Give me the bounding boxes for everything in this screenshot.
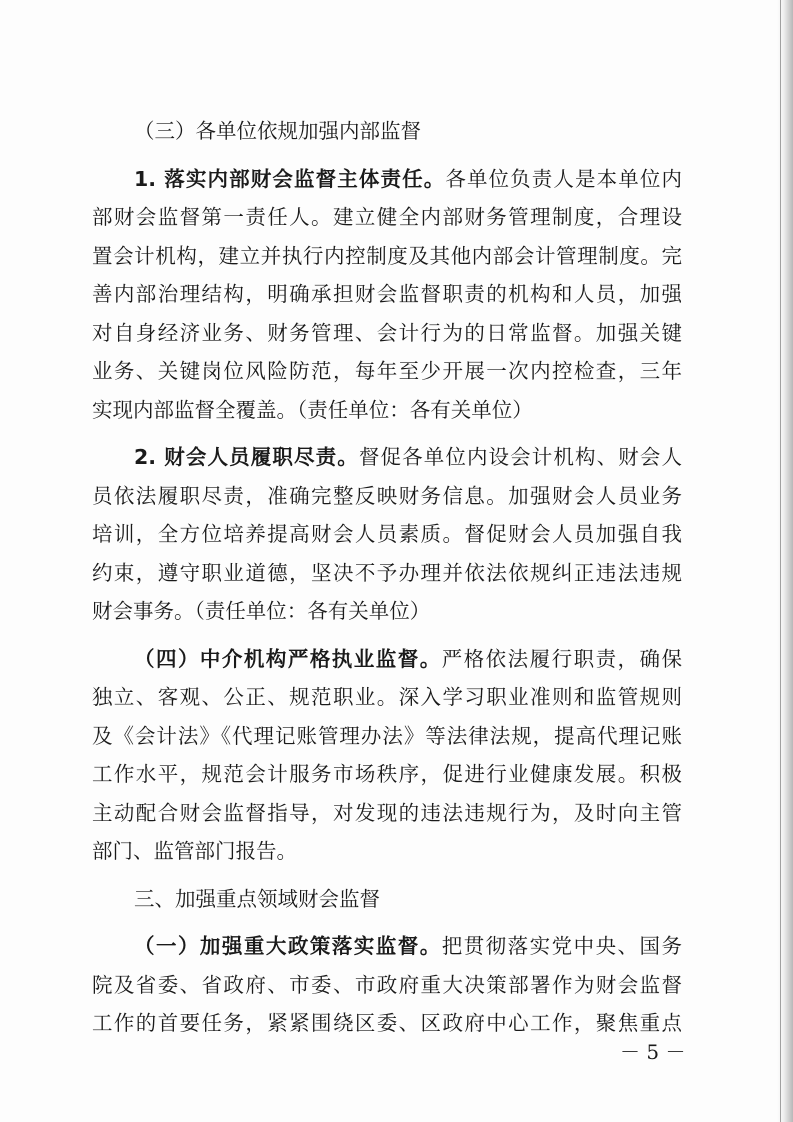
section-4-first-line bbox=[92, 640, 682, 679]
scan-edge-line bbox=[780, 0, 781, 1122]
item-2-line: 员依法履职尽责，准确完整反映财务信息。加强财会人员业务 bbox=[92, 483, 682, 508]
item-1-line: 善内部治理结构，明确承担财会监督职责的机构和人员，加强 bbox=[92, 282, 682, 306]
item-2-line: 约束，遵守职业道德，坚决不予办理并依法依规纠正违法违规 bbox=[92, 560, 682, 585]
part-3-sub-1-line-1: 把贯彻落实党中央、国务 bbox=[441, 934, 683, 958]
item-2-lead: 2. 财会人员履职尽责。 bbox=[134, 445, 359, 469]
item-2-line: 培训，全方位培养提高财会人员素质。督促财会人员加强自我 bbox=[92, 522, 682, 546]
section-4-line: 主动配合财会监督指导，对发现的违法违规行为，及时向主管 bbox=[92, 800, 682, 825]
item-2-first-line bbox=[92, 438, 682, 477]
document-body bbox=[92, 112, 682, 1043]
item-1-line: 对自身经济业务、财务管理、会计行为的日常监督。加强关键 bbox=[92, 320, 682, 345]
section-4-line: 工作水平，规范会计服务市场秩序，促进行业健康发展。积极 bbox=[92, 762, 682, 786]
section-4-line: 独立、客观、公正、规范职业。深入学习职业准则和监管规则 bbox=[92, 685, 682, 709]
item-1-lead: 1. 落实内部财会监督主体责任。 bbox=[134, 166, 446, 191]
section-4-line: 部门、监管部门报告。 bbox=[92, 839, 297, 863]
part-3-sub-1-lead: （一）加强重大政策落实监督。 bbox=[134, 934, 442, 958]
item-1-line: 置会计机构，建立并执行内控制度及其他内部会计管理制度。完 bbox=[92, 243, 682, 268]
part-3-sub-1-line: 工作的首要任务，紧紧围绕区委、区政府中心工作，聚焦重点 bbox=[92, 1011, 682, 1035]
item-1-line: 部财会监督第一责任人。建立健全内部财务管理制度，合理设 bbox=[92, 205, 682, 229]
section-4-line: 及《会计法》《代理记账管理办法》等法律法规，提高代理记账 bbox=[92, 723, 682, 748]
item-1-line-1: 各单位负责人是本单位内 bbox=[445, 166, 682, 191]
item-1-line: 实现内部监督全覆盖。（责任单位：各有关单位） bbox=[92, 397, 533, 422]
section-4-lead: （四）中介机构严格执业监督。 bbox=[134, 646, 442, 671]
part-3-sub-1-first-line bbox=[92, 927, 682, 966]
item-2-line-1: 督促各单位内设会计机构、财会人 bbox=[358, 445, 682, 469]
section-4-line-1: 严格依法履行职责，确保 bbox=[441, 646, 683, 671]
part-3-heading: 三、加强重点领域财会监督 bbox=[134, 886, 380, 911]
section-3-heading: （三）各单位依规加强内部监督 bbox=[134, 119, 421, 143]
page-number: － 5 － bbox=[620, 1040, 686, 1064]
item-1-first-line bbox=[92, 160, 682, 199]
item-1-line: 业务、关键岗位风险防范，每年至少开展一次内控检查，三年 bbox=[92, 359, 682, 383]
item-2-line: 财会事务。（责任单位：各有关单位） bbox=[92, 599, 431, 623]
part-3-sub-1-line: 院及省委、省政府、市委、市政府重大决策部署作为财会监督 bbox=[92, 972, 682, 997]
